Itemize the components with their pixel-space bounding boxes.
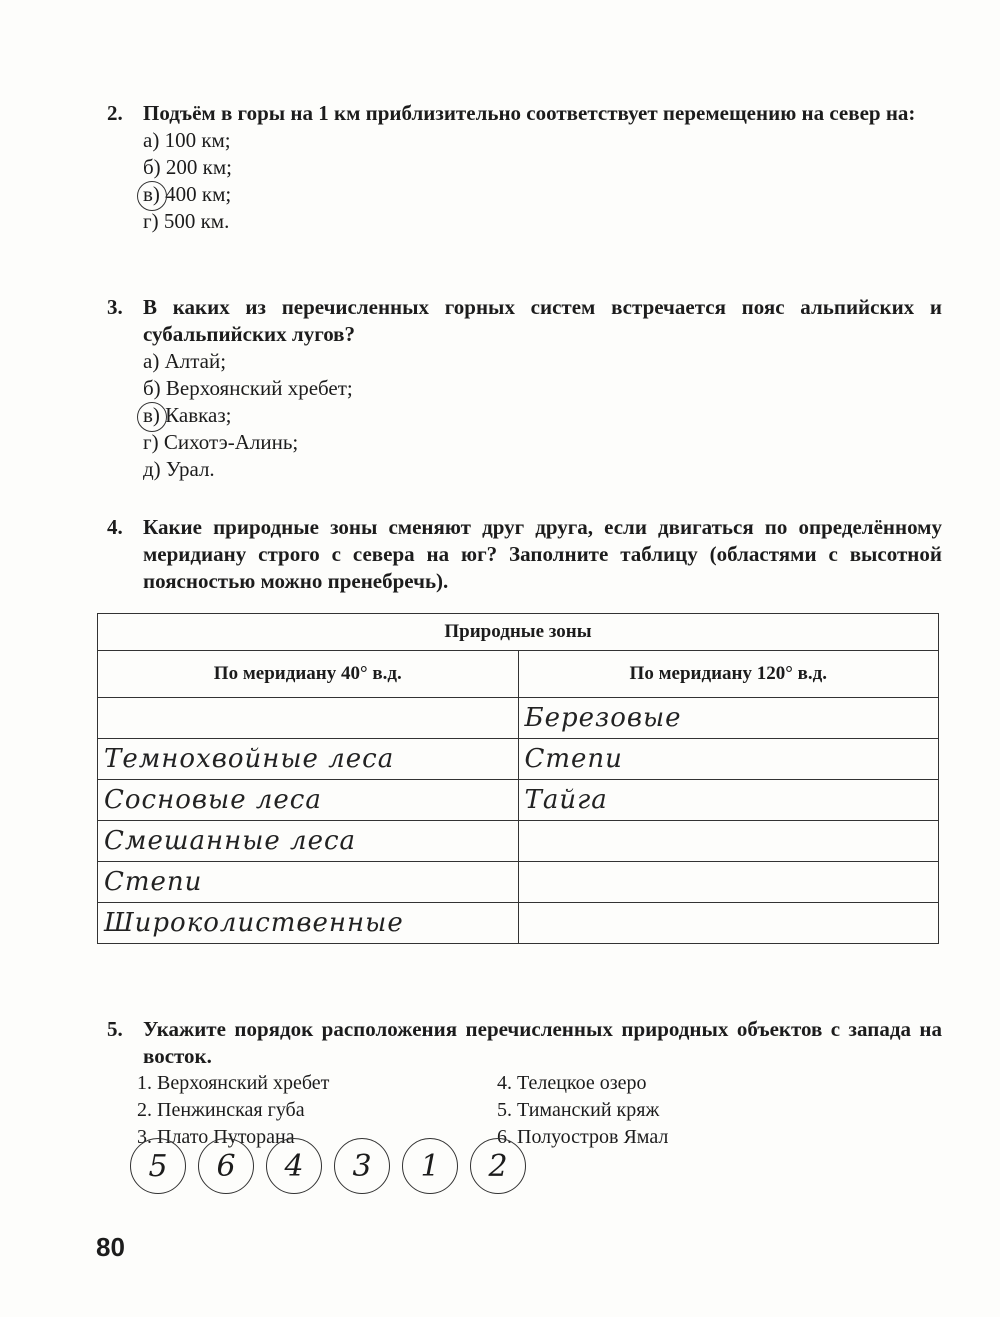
option-selected	[143, 181, 942, 208]
natural-zones-table	[97, 613, 939, 944]
question-stem: Укажите порядок расположения перечисленных природных объектов с запада на восток.	[143, 1017, 942, 1068]
question-5	[107, 1016, 942, 1070]
table-row	[98, 821, 939, 862]
option-label: в) Кавказ;	[143, 403, 232, 427]
question-number: 3.	[107, 295, 123, 319]
column-header-40: По меридиану 40° в.д.	[98, 651, 519, 698]
cell-40: Темнохвойные леса	[98, 739, 519, 780]
table-row	[98, 903, 939, 944]
table-title: Природные зоны	[98, 614, 939, 651]
cell-120	[518, 821, 939, 862]
answer-circle: 1	[402, 1138, 458, 1194]
cell-120: Березовые	[518, 698, 939, 739]
table-row	[98, 862, 939, 903]
list-item: 6. Полуостров Ямал	[497, 1126, 669, 1148]
question-stem: В каких из перечисленных горных систем встречается пояс альпийских и субальпийских лугов?	[143, 295, 942, 346]
answer-circle	[137, 181, 167, 211]
question-number: 5.	[107, 1017, 123, 1041]
cell-40: Смешанные леса	[98, 821, 519, 862]
table-row	[98, 739, 939, 780]
option: б) Верхоянский хребет;	[143, 376, 353, 400]
answer-circle: 2	[470, 1138, 526, 1194]
option-selected	[143, 402, 942, 429]
column-header-120: По меридиану 120° в.д.	[518, 651, 939, 698]
answer-circle: 6	[198, 1138, 254, 1194]
list-item: 5. Тиманский кряж	[497, 1099, 660, 1121]
page-number: 80	[96, 1232, 125, 1262]
cell-40	[98, 698, 519, 739]
option: а) Алтай;	[143, 349, 227, 373]
cell-120: Тайга	[518, 780, 939, 821]
cell-120: Степи	[518, 739, 939, 780]
list-item: 4. Телецкое озеро	[497, 1072, 647, 1094]
cell-40: Сосновые леса	[98, 780, 519, 821]
question-4	[107, 514, 942, 595]
question-2	[107, 100, 942, 235]
cell-120	[518, 903, 939, 944]
answer-circle: 3	[334, 1138, 390, 1194]
list-item: 3. Плато Путорана	[137, 1126, 295, 1148]
answer-circle	[137, 402, 167, 432]
question-number: 2.	[107, 101, 123, 125]
option: д) Урал.	[143, 457, 215, 481]
cell-40: Степи	[98, 862, 519, 903]
option-label: в) 400 км;	[143, 182, 232, 206]
cell-40: Широколиственные	[98, 903, 519, 944]
list-item: 1. Верхоянский хребет	[137, 1072, 330, 1094]
answer-circle: 5	[130, 1138, 186, 1194]
answer-circle: 4	[266, 1138, 322, 1194]
option: б) 200 км;	[143, 155, 233, 179]
table-row	[98, 698, 939, 739]
cell-120	[518, 862, 939, 903]
answer-sequence	[130, 1138, 526, 1194]
list-item: 2. Пенжинская губа	[137, 1099, 305, 1121]
option: г) Сихотэ-Алинь;	[143, 430, 299, 454]
question-stem: Подъём в горы на 1 км приблизительно соответствует перемещению на север на:	[143, 101, 916, 125]
question-stem: Какие природные зоны сменяют друг друга, если двигаться по определённому меридиану строго с севера на юг? Заполните таблицу (областями с высотной поясностью можно пренебречь).	[143, 515, 942, 593]
option: а) 100 км;	[143, 128, 231, 152]
option: г) 500 км.	[143, 209, 230, 233]
question-3	[107, 294, 942, 483]
table-row	[98, 780, 939, 821]
question-number: 4.	[107, 515, 123, 539]
